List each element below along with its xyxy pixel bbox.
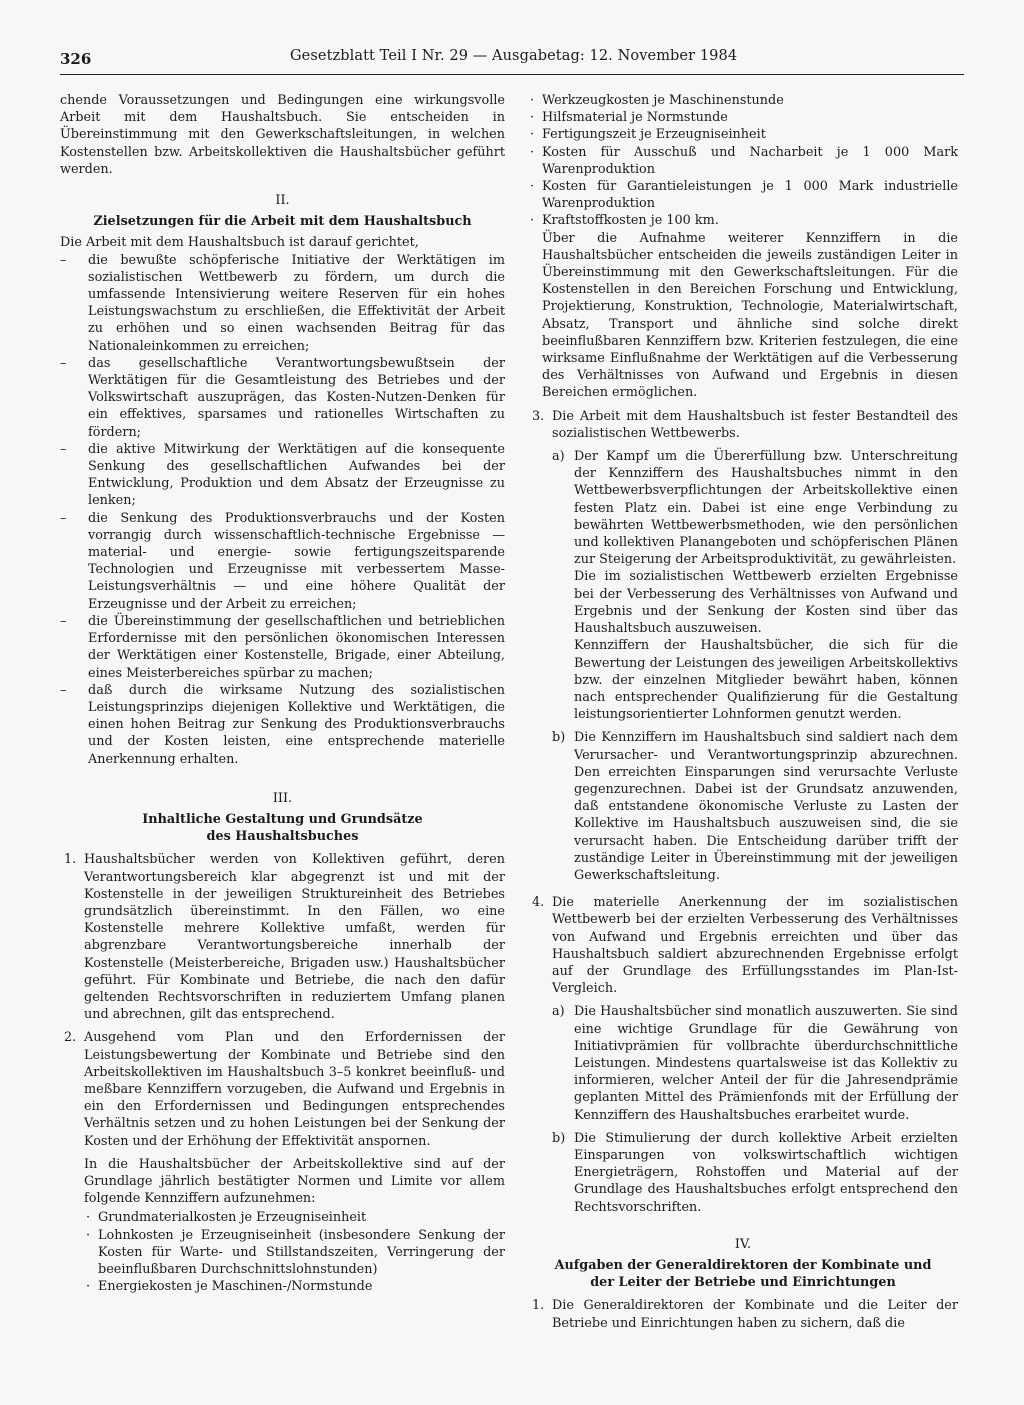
sub-item-letter: a): [552, 449, 565, 465]
section-2-lead: Die Arbeit mit dem Haushaltsbuch ist darauf gerichtet,: [60, 235, 419, 251]
list-item-text: Haushaltsbücher werden von Kollektiven geführt, deren Verantwortungsbereich klar abgegrenzt ist und mit der Kostenstelle in der jeweiligen Struktureinheit des Betriebes grundsätzlich übereinstimmt. In den Fällen, wo eine Kostenstelle mehrere Kollektive umfaßt, werden für abgrenzbare Verantwortungsbereiche innerhalb der Kostenstelle (Meisterbereiche, Brigaden usw.) Haushaltsbücher geführt. Für Kombinate und Betriebe, die nach den dafür geltenden Rechtsvorschriften in reduziertem Umfang planen und abrechnen, gilt das entsprechend.: [84, 852, 505, 1023]
section-3-title-line-1: Inhaltliche Gestaltung und Grundsätze: [142, 811, 423, 827]
sub-list: [552, 1003, 958, 1215]
section-4-number: IV.: [734, 1236, 752, 1252]
list-item: [528, 109, 958, 126]
list-item-text: die aktive Mitwirkung der Werktätigen auf die konsequente Senkung des gesellschaftlichen Aufwandes bei der Entwicklung, Produktion und dem Absatz der Erzeugnisse zu lenken;: [88, 441, 505, 509]
list-item-text: die Übereinstimmung der gesellschaftlichen und betrieblichen Erfordernisse mit den persönlichen ökonomischen Interessen der Werktätigen einer Kostenstelle, Brigade, einer Abteilung, eines Meisterbereiches spürbar zu machen;: [88, 613, 505, 681]
list-item: [528, 894, 958, 1216]
list-item-text: Fertigungszeit je Erzeugniseinheit: [542, 127, 766, 143]
section-3-number: III.: [272, 790, 293, 806]
list-item-text: Kosten für Ausschuß und Nacharbeit je 1 000 Mark Warenproduktion: [542, 144, 958, 177]
list-item: [60, 252, 505, 355]
list-item-text: Kennziffern der Haushaltsbücher, die sich für die Bewertung der Leistungen des jeweiligen Arbeitskollektivs bzw. der einzelnen Mitglieder bewährt haben, können nach entsprechender Qualifizierung für die Gestaltung leistungsorientierter Lohnformen genutzt werden.: [574, 638, 958, 723]
bullet-marker: ·: [530, 179, 535, 195]
list-item-text: Kraftstoffkosten je 100 km.: [542, 213, 719, 229]
bullet-marker: ·: [530, 213, 535, 229]
sub-item-letter: b): [552, 730, 566, 746]
item-number: 1.: [532, 1298, 545, 1314]
list-item: [528, 212, 958, 229]
list-item-text: Werkzeugkosten je Maschinenstunde: [542, 93, 784, 108]
section-3-list-continued: [528, 408, 958, 1216]
objectives-list: [60, 252, 505, 768]
list-item: [552, 1130, 958, 1216]
list-item: [60, 441, 505, 510]
sub-item-letter: b): [552, 1130, 566, 1146]
bullet-marker: ·: [86, 1227, 91, 1243]
indicator-list: [84, 1209, 505, 1295]
list-item: [60, 851, 505, 1023]
list-item: [60, 510, 505, 613]
list-item: [60, 682, 505, 768]
section-2-title: Zielsetzungen für die Arbeit mit dem Haushaltsbuch: [93, 214, 472, 230]
list-item: [528, 92, 958, 109]
bullet-marker: ·: [530, 110, 535, 126]
section-4-title-line-1: Aufgaben der Generaldirektoren der Kombinate und: [554, 1258, 932, 1273]
list-item-text: Die Arbeit mit dem Haushaltsbuch ist fester Bestandteil des sozialistischen Wettbewerbs.: [552, 408, 958, 441]
section-3-list: [60, 851, 505, 1295]
dash-marker: –: [60, 355, 67, 371]
list-item: [552, 729, 958, 884]
left-column: [60, 92, 505, 1295]
dash-marker: –: [60, 613, 67, 629]
list-item: [528, 1297, 958, 1331]
bullet-marker: ·: [530, 144, 535, 160]
list-item-text: Die Kennziffern im Haushaltsbuch sind saldiert nach dem Verursacher- und Verantwortungsprinzip abzurechnen. Den erreichten Einsparungen sind verursachte Verluste gegenzurechnen. Dabei ist der Grundsatz anzuwenden, daß entstandene ökonomische Verluste zu Lasten der Kollektive im Haushaltsbuch auszuweisen sind, die sie verursacht haben. Die Entscheidung darüber trifft der zuständige Leiter in Übereinstimmung mit der jeweiligen Gewerkschaftsleitung.: [574, 730, 958, 883]
list-item-text: Die materielle Anerkennung der im sozialistischen Wettbewerb bei der erzielten Verbesserung des Verhältnisses von Aufwand und Ergebnis erreichten und über das Haushaltsbuch saldiert abzurechnenden Ergebnisse erfolgt auf der Grundlage des Erfüllungsstandes im Plan-Ist-Vergleich.: [552, 895, 958, 997]
bullet-marker: ·: [530, 93, 535, 108]
item-number: 3.: [532, 408, 545, 424]
item-number: 2.: [64, 1030, 77, 1046]
list-item-text: das gesellschaftliche Verantwortungsbewußtsein der Werktätigen für die Gesamtleistung des Betriebes und der Volkswirtschaft auszuprägen, das Kosten-Nutzen-Denken für ein effektives, sparsames und rationelles Wirtschaften zu fördern;: [88, 355, 505, 440]
list-item-text: die Senkung des Produktionsverbrauchs und der Kosten vorrangig durch wissenschaftlich-technische Ergebnisse — material- und energie- sowie fertigungszeitsparende Technologien und Erzeugnisse mit verbessertem Masse-Leistungsverhältnis — und eine höhere Qualität der Erzeugnisse und der Arbeit zu erreichen;: [88, 510, 505, 612]
list-item: [60, 1029, 505, 1295]
list-item-text: Hilfsmaterial je Normstunde: [542, 110, 728, 126]
list-item-text: Ausgehend vom Plan und den Erfordernissen der Leistungsbewertung der Kombinate und Betriebe sind den Arbeitskollektiven im Haushaltsbuch 3–5 konkret beeinfluß- und meßbare Kennziffern vorzugeben, die Aufwand und Ergebnis in ein den Erfordernissen und Bedingungen entsprechendes Verhältnis setzen und zu hohen Leistungen bei der Senkung der Kosten und der Erhöhung der Effektivität anspornen.: [84, 1030, 505, 1149]
list-item-text: die bewußte schöpferische Initiative der Werktätigen im sozialistischen Wettbewerb zu fördern, um durch die umfassende Intensivierung weitere Reserven für ein hohes Leistungswachstum zu erschließen, die Effektivität der Arbeit zu erhöhen und so einen wachsenden Beitrag für das Nationaleinkommen zu erreichen;: [88, 252, 505, 354]
list-item: [84, 1209, 505, 1226]
list-item: [552, 448, 958, 723]
list-item-text: Die im sozialistischen Wettbewerb erzielten Ergebnisse bei der Verbesserung des Verhältnisses von Aufwand und Ergebnis und der Senkung der Kosten sind über das Haushaltsbuch auszuweisen.: [574, 569, 958, 637]
dash-marker: –: [60, 682, 67, 698]
section-4-list: [528, 1297, 958, 1331]
list-item-text: daß durch die wirksame Nutzung des sozialistischen Leistungsprinzips diejenigen Kollektive und Werktätigen, die einen hohen Beitrag zur Senkung des Produktionsverbrauchs und der Kosten leisten, eine entsprechende materielle Anerkennung erhalten.: [88, 682, 505, 767]
bullet-marker: ·: [86, 1279, 91, 1295]
list-item: [552, 1003, 958, 1123]
indicator-list-continued: [528, 92, 958, 230]
list-item: [528, 144, 958, 178]
list-item-text: Die Stimulierung der durch kollektive Arbeit erzielten Einsparungen von volkswirtschaftlich wichtigen Energieträgern, Rohstoffen und Material auf der Grundlage des Haushaltsbuches erfolgt entsprechend den Rechtsvorschriften.: [574, 1130, 958, 1215]
page-number: 326: [60, 50, 92, 68]
header-title: Gesetzblatt Teil I Nr. 29 — Ausgabetag: 12. November 1984: [290, 48, 738, 64]
list-item: [60, 613, 505, 682]
intro-paragraph: chende Voraussetzungen und Bedingungen eine wirkungsvolle Arbeit mit dem Haushaltsbuch. Sie entscheiden in Übereinstimmung mit den Gewerkschaftsleitungen, in welchen Kostenstellen bzw. Arbeitskollektiven die Haushaltsbücher geführt werden.: [60, 93, 505, 177]
list-item: [60, 355, 505, 441]
section-2-number: II.: [275, 193, 290, 209]
page-header: [60, 48, 964, 75]
list-item-text: In die Haushaltsbücher der Arbeitskollektive sind auf der Grundlage jährlich bestätigter Normen und Limite vor allem folgende Kennziffern aufzunehmen:: [84, 1156, 505, 1207]
list-item-text: Die Generaldirektoren der Kombinate und die Leiter der Betriebe und Einrichtungen haben zu sichern, daß die: [552, 1298, 958, 1331]
item-number: 4.: [532, 895, 545, 911]
list-item: [528, 126, 958, 143]
list-item-text: Die Haushaltsbücher sind monatlich auszuwerten. Sie sind eine wichtige Grundlage für die Gewährung von Initiativprämien für vollbrachte überdurchschnittliche Leistungen. Mindestens quartalsweise ist das Kollektiv zu informieren, welcher Anteil der für die Jahresendprämie geplanten Mittel des Prämienfonds mit der Erfüllung der Kennziffern des Haushaltsbuches erarbeitet wurde.: [574, 1004, 958, 1123]
list-item-text: Kosten für Garantieleistungen je 1 000 Mark industrielle Warenproduktion: [542, 179, 958, 212]
kennziffern-paragraph: Über die Aufnahme weiterer Kennziffern in die Haushaltsbücher entscheiden die jeweils zuständigen Leiter in Übereinstimmung mit den Gewerkschaftsleitungen. Für die Kostenstellen in den Bereichen Forschung und Entwicklung, Projektierung, Konstruktion, Technologie, Materialwirtschaft, Absatz, Transport und ähnliche sind solche direkt beeinflußbaren Kennziffern bzw. Kriterien festzulegen, die eine wirksame Einflußnahme der Werktätigen auf die Verbesserung des Verhältnisses von Aufwand und Ergebnis in diesen Bereichen ermöglichen.: [542, 230, 958, 401]
list-item-text: Lohnkosten je Erzeugniseinheit (insbesondere Senkung der Kosten für Warte- und Stillstandszeiten, Verringerung der beeinflußbaren Durchschnittslohnstunden): [98, 1227, 505, 1277]
list-item: [84, 1227, 505, 1279]
bullet-marker: ·: [530, 127, 535, 143]
item-number: 1.: [64, 852, 77, 868]
list-item: [528, 178, 958, 212]
list-item-text: Energiekosten je Maschinen-/Normstunde: [98, 1279, 373, 1295]
bullet-marker: ·: [86, 1210, 91, 1226]
dash-marker: –: [60, 510, 67, 526]
section-3-title-line-2: des Haushaltsbuches: [206, 829, 359, 845]
right-column: [528, 92, 958, 1332]
list-item-text: Grundmaterialkosten je Erzeugniseinheit: [98, 1210, 367, 1226]
dash-marker: –: [60, 441, 67, 457]
list-item: [84, 1278, 505, 1295]
sub-item-letter: a): [552, 1004, 565, 1020]
section-4-title-line-2: der Leiter der Betriebe und Einrichtungen: [590, 1275, 896, 1291]
sub-list: [552, 448, 958, 884]
dash-marker: –: [60, 252, 67, 268]
list-item-text: Der Kampf um die Übererfüllung bzw. Unterschreitung der Kennziffern des Haushaltsbuches nimmt in den Wettbewerbsverpflichtungen der Arbeitskollektive einen festen Platz ein. Dabei ist eine enge Verbindung zu bewährten Wettbewerbsmethoden, wie den persönlichen und kollektiven Planangeboten und schöpferischen Plänen zur Steigerung der Arbeitsproduktivität, zu gewährleisten.: [574, 449, 958, 568]
list-item: [528, 408, 958, 884]
